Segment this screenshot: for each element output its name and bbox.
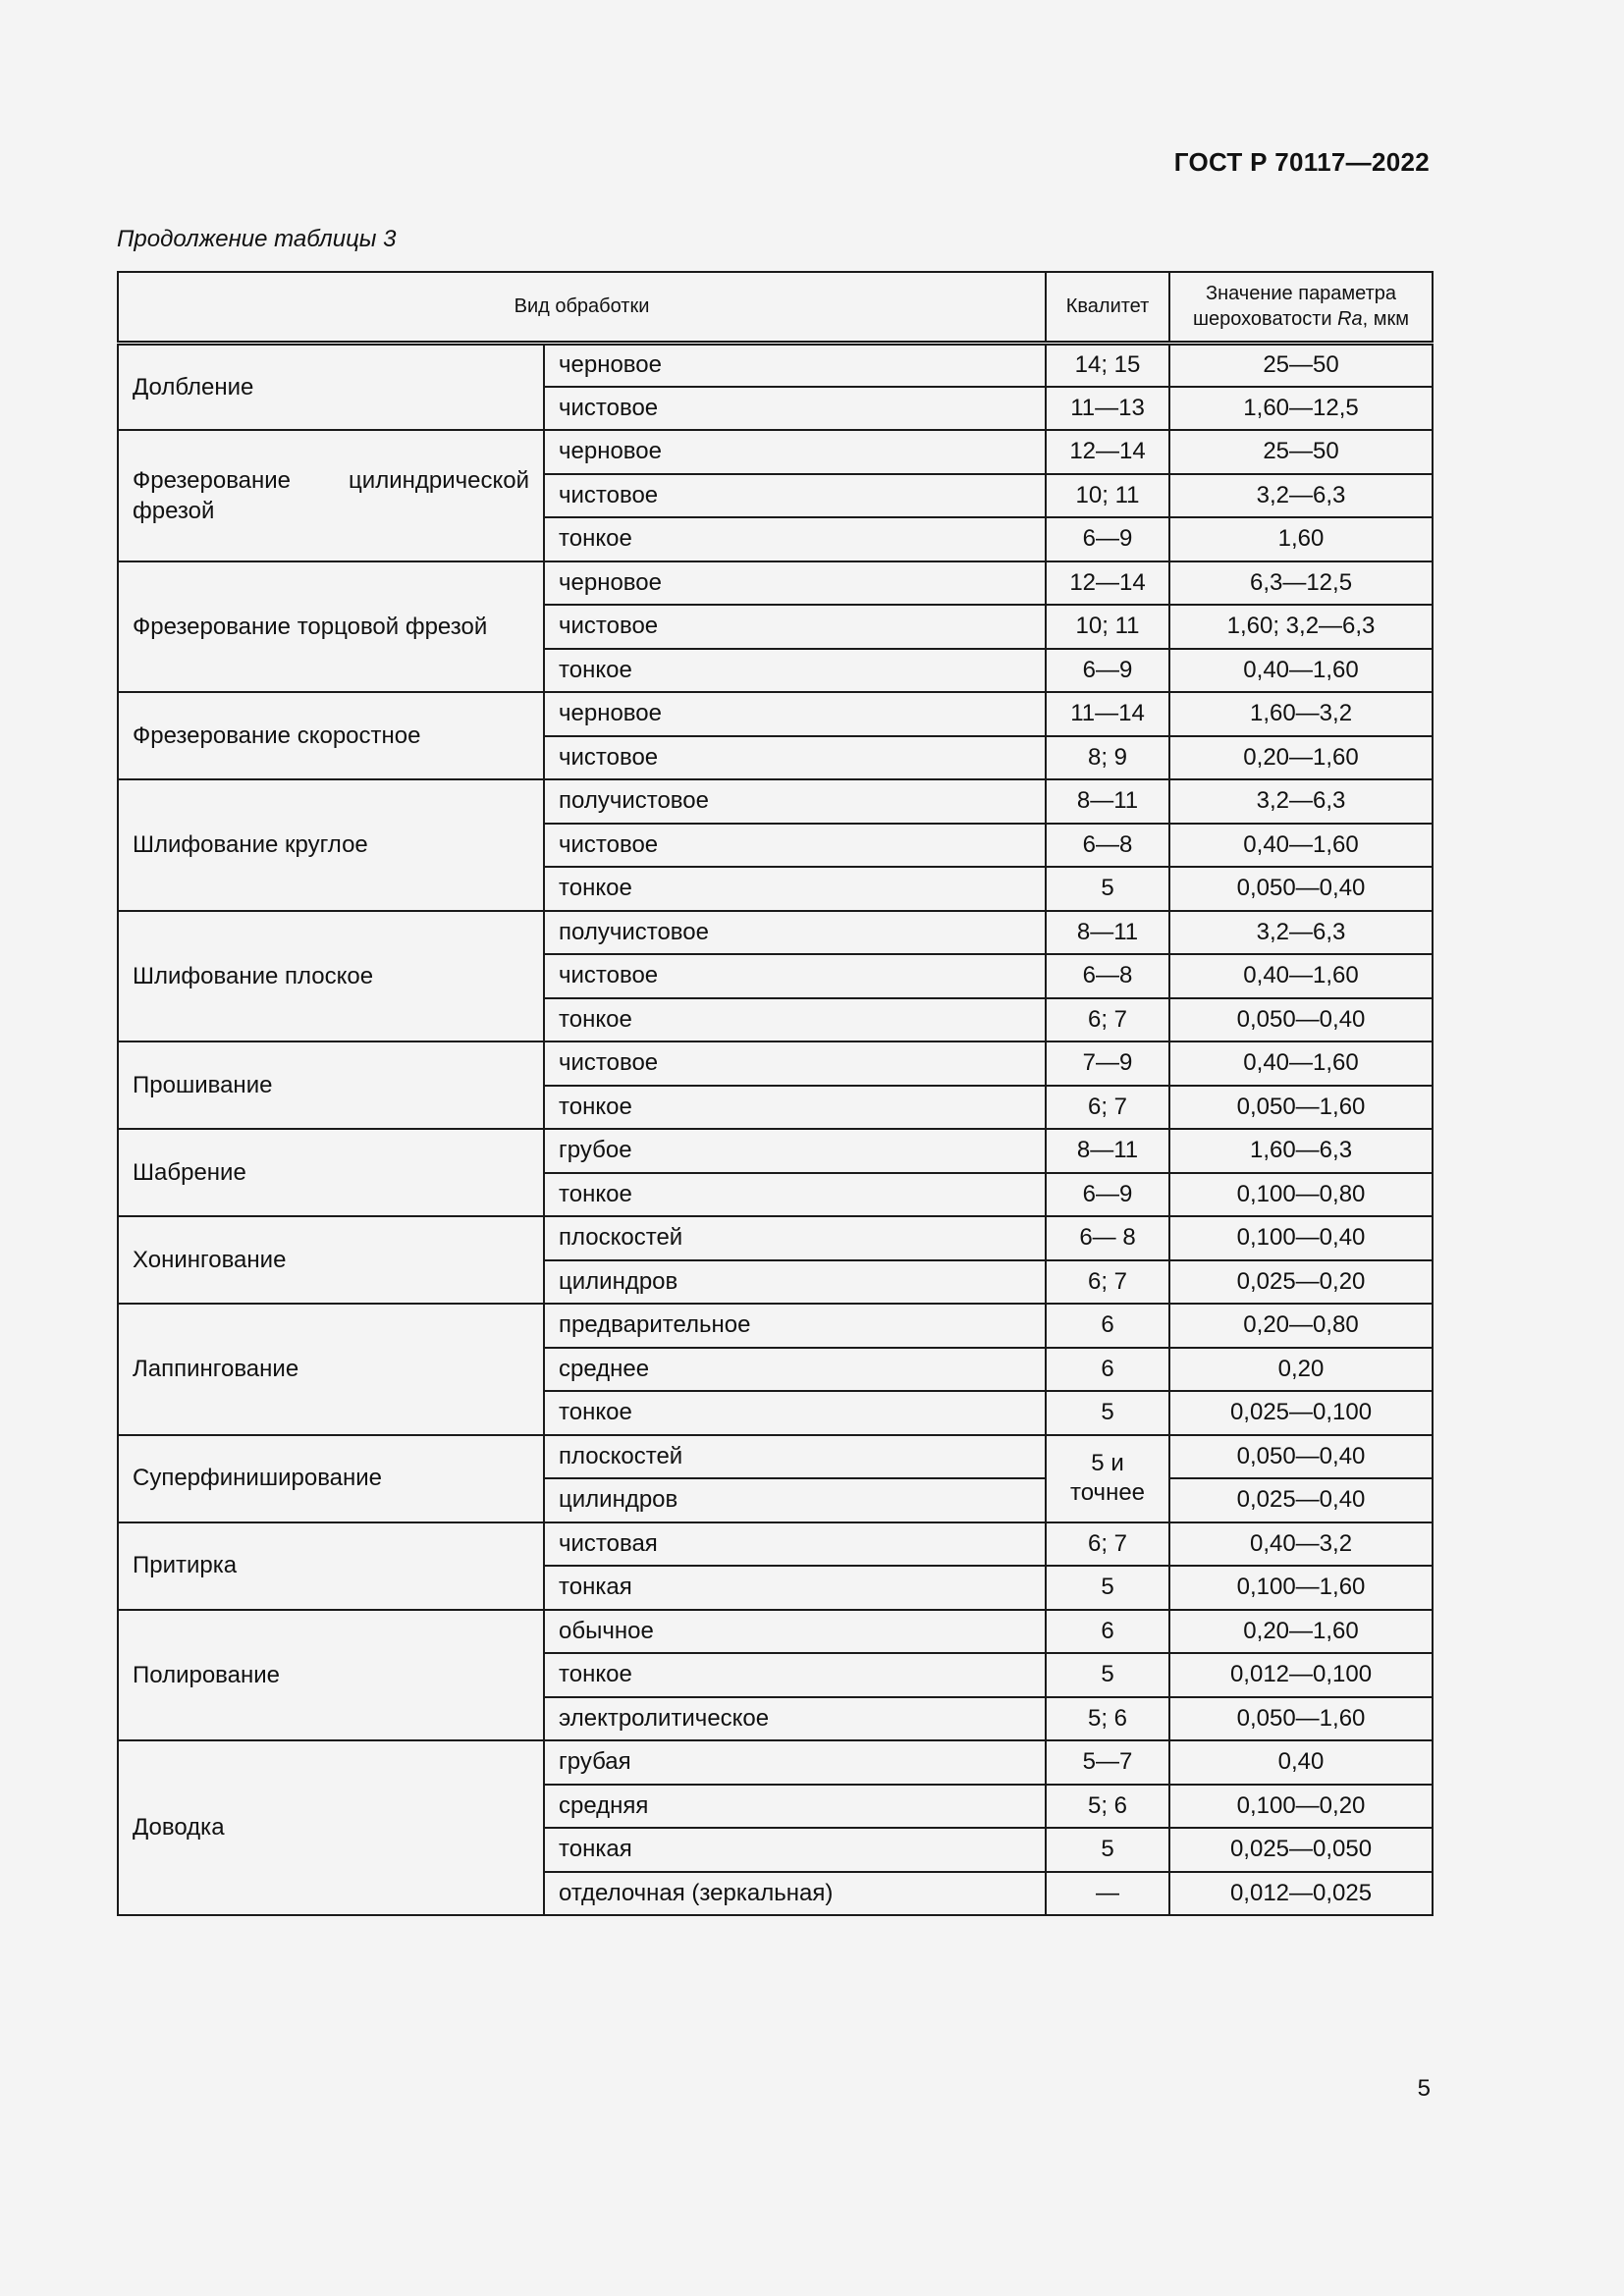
ra-cell: 0,100—0,80: [1169, 1173, 1433, 1217]
ra-cell: 3,2—6,3: [1169, 911, 1433, 955]
mode-cell: тонкое: [544, 1173, 1046, 1217]
grade-cell: 5: [1046, 1391, 1169, 1435]
table-row: [118, 1522, 1433, 1567]
grade-cell: 8—11: [1046, 911, 1169, 955]
grade-cell: [1046, 1435, 1169, 1522]
operation-cell: Хонингование: [118, 1216, 544, 1304]
ra-cell: 1,60—3,2: [1169, 692, 1433, 736]
mode-cell: чистовое: [544, 824, 1046, 868]
grade-cell: 10; 11: [1046, 474, 1169, 518]
table-row: [118, 911, 1433, 955]
mode-cell: тонкая: [544, 1566, 1046, 1610]
grade-cell: 6—8: [1046, 824, 1169, 868]
mode-cell: черновое: [544, 343, 1046, 387]
ra-cell: 25—50: [1169, 343, 1433, 387]
operation-cell: Шлифование плоское: [118, 911, 544, 1042]
ra-cell: 0,050—1,60: [1169, 1086, 1433, 1130]
ra-cell: 0,40—3,2: [1169, 1522, 1433, 1567]
grade-cell: 5: [1046, 867, 1169, 911]
mode-cell: чистовое: [544, 387, 1046, 431]
ra-cell: 0,050—0,40: [1169, 867, 1433, 911]
operation-cell: Лаппингование: [118, 1304, 544, 1435]
table-row: [118, 1216, 1433, 1260]
table-body: [118, 343, 1433, 1915]
operation-cell: Прошивание: [118, 1041, 544, 1129]
mode-cell: получистовое: [544, 911, 1046, 955]
ra-cell: 1,60: [1169, 517, 1433, 561]
ra-cell: 3,2—6,3: [1169, 474, 1433, 518]
operation-cell: Долбление: [118, 343, 544, 430]
roughness-table: [117, 271, 1434, 1916]
table-row: [118, 692, 1433, 736]
grade-cell: 8—11: [1046, 1129, 1169, 1173]
table-row: [118, 1129, 1433, 1173]
mode-cell: черновое: [544, 561, 1046, 606]
table-row: [118, 343, 1433, 387]
operation-cell: Фрезерование торцовой фрезой: [118, 561, 544, 693]
ra-cell: 0,40: [1169, 1740, 1433, 1785]
mode-cell: получистовое: [544, 779, 1046, 824]
ra-cell: 6,3—12,5: [1169, 561, 1433, 606]
document-code: ГОСТ Р 70117—2022: [1173, 147, 1430, 177]
header-ra-unit: , мкм: [1362, 308, 1410, 331]
ra-cell: 0,100—1,60: [1169, 1566, 1433, 1610]
ra-cell: 0,100—0,40: [1169, 1216, 1433, 1260]
operation-cell: Суперфиниширование: [118, 1435, 544, 1522]
grade-cell: 6; 7: [1046, 1260, 1169, 1305]
grade-cell: 12—14: [1046, 430, 1169, 474]
mode-cell: грубая: [544, 1740, 1046, 1785]
grade-cell: 12—14: [1046, 561, 1169, 606]
table-caption: Продолжение таблицы 3: [117, 226, 397, 252]
grade-cell: 5; 6: [1046, 1697, 1169, 1741]
header-processing: Вид обработки: [118, 272, 1046, 343]
grade-cell: 6— 8: [1046, 1216, 1169, 1260]
mode-cell: чистовая: [544, 1522, 1046, 1567]
mode-cell: тонкое: [544, 649, 1046, 693]
mode-cell: средняя: [544, 1785, 1046, 1829]
table-row: [118, 1610, 1433, 1654]
ra-cell: 0,100—0,20: [1169, 1785, 1433, 1829]
ra-cell: 0,20—1,60: [1169, 1610, 1433, 1654]
ra-cell: 1,60—6,3: [1169, 1129, 1433, 1173]
grade-cell: 5—7: [1046, 1740, 1169, 1785]
grade-cell: 7—9: [1046, 1041, 1169, 1086]
table-row: [118, 430, 1433, 474]
table-row: [118, 1304, 1433, 1348]
mode-cell: тонкое: [544, 1391, 1046, 1435]
page-number: 5: [1417, 2075, 1431, 2102]
ra-cell: 0,050—0,40: [1169, 998, 1433, 1042]
grade-line: 5 и: [1091, 1450, 1124, 1476]
grade-cell: 6—9: [1046, 649, 1169, 693]
ra-cell: 0,025—0,40: [1169, 1478, 1433, 1522]
grade-cell: 11—14: [1046, 692, 1169, 736]
mode-cell: плоскостей: [544, 1435, 1046, 1479]
mode-cell: тонкое: [544, 998, 1046, 1042]
mode-cell: предварительное: [544, 1304, 1046, 1348]
grade-cell: 6: [1046, 1610, 1169, 1654]
table-row: [118, 1740, 1433, 1785]
grade-cell: 10; 11: [1046, 605, 1169, 649]
operation-cell: Шабрение: [118, 1129, 544, 1216]
grade-cell: 6: [1046, 1304, 1169, 1348]
table-row: [118, 1041, 1433, 1086]
mode-cell: среднее: [544, 1348, 1046, 1392]
mode-cell: цилиндров: [544, 1478, 1046, 1522]
ra-cell: 0,050—0,40: [1169, 1435, 1433, 1479]
table-row: [118, 1435, 1433, 1479]
operation-cell: Полирование: [118, 1610, 544, 1741]
ra-cell: 0,40—1,60: [1169, 824, 1433, 868]
table-row: [118, 561, 1433, 606]
grade-cell: 5: [1046, 1653, 1169, 1697]
grade-cell: 6; 7: [1046, 1522, 1169, 1567]
table-row: [118, 779, 1433, 824]
grade-cell: 14; 15: [1046, 343, 1169, 387]
grade-cell: 5; 6: [1046, 1785, 1169, 1829]
grade-cell: 8—11: [1046, 779, 1169, 824]
operation-cell: Шлифование круглое: [118, 779, 544, 911]
mode-cell: отделочная (зеркальная): [544, 1872, 1046, 1916]
mode-cell: тонкое: [544, 517, 1046, 561]
grade-cell: 6: [1046, 1348, 1169, 1392]
ra-cell: 0,025—0,100: [1169, 1391, 1433, 1435]
mode-cell: чистовое: [544, 954, 1046, 998]
operation-cell: Притирка: [118, 1522, 544, 1610]
ra-cell: 0,025—0,20: [1169, 1260, 1433, 1305]
mode-cell: тонкая: [544, 1828, 1046, 1872]
mode-cell: чистовое: [544, 605, 1046, 649]
mode-cell: тонкое: [544, 1086, 1046, 1130]
header-ra: [1169, 272, 1433, 343]
mode-cell: цилиндров: [544, 1260, 1046, 1305]
mode-cell: плоскостей: [544, 1216, 1046, 1260]
header-ra-symbol: Ra: [1337, 308, 1363, 331]
header-ra-line2: шероховатости: [1192, 308, 1338, 331]
grade-cell: 11—13: [1046, 387, 1169, 431]
header-ra-line1: Значение параметра: [1205, 283, 1397, 305]
ra-cell: 1,60; 3,2—6,3: [1169, 605, 1433, 649]
mode-cell: обычное: [544, 1610, 1046, 1654]
ra-cell: 0,40—1,60: [1169, 649, 1433, 693]
ra-cell: 0,20—0,80: [1169, 1304, 1433, 1348]
grade-line: точнее: [1070, 1479, 1146, 1506]
mode-cell: чистовое: [544, 736, 1046, 780]
mode-cell: тонкое: [544, 867, 1046, 911]
ra-cell: 0,40—1,60: [1169, 954, 1433, 998]
ra-cell: 1,60—12,5: [1169, 387, 1433, 431]
grade-cell: 6—8: [1046, 954, 1169, 998]
mode-cell: черновое: [544, 430, 1046, 474]
operation-cell: Доводка: [118, 1740, 544, 1915]
table-header-row: [118, 272, 1433, 343]
mode-cell: чистовое: [544, 1041, 1046, 1086]
mode-cell: грубое: [544, 1129, 1046, 1173]
ra-cell: 0,012—0,100: [1169, 1653, 1433, 1697]
mode-cell: тонкое: [544, 1653, 1046, 1697]
ra-cell: 0,012—0,025: [1169, 1872, 1433, 1916]
mode-cell: черновое: [544, 692, 1046, 736]
grade-cell: 8; 9: [1046, 736, 1169, 780]
grade-cell: 5: [1046, 1828, 1169, 1872]
header-grade: Квалитет: [1046, 272, 1169, 343]
grade-cell: 6—9: [1046, 1173, 1169, 1217]
grade-cell: 6; 7: [1046, 1086, 1169, 1130]
ra-cell: 0,025—0,050: [1169, 1828, 1433, 1872]
grade-cell: 6—9: [1046, 517, 1169, 561]
ra-cell: 25—50: [1169, 430, 1433, 474]
ra-cell: 0,20—1,60: [1169, 736, 1433, 780]
grade-cell: 5: [1046, 1566, 1169, 1610]
mode-cell: электролитическое: [544, 1697, 1046, 1741]
ra-cell: 0,20: [1169, 1348, 1433, 1392]
ra-cell: 0,050—1,60: [1169, 1697, 1433, 1741]
operation-cell: Фрезерование скоростное: [118, 692, 544, 779]
ra-cell: 3,2—6,3: [1169, 779, 1433, 824]
grade-cell: —: [1046, 1872, 1169, 1916]
ra-cell: 0,40—1,60: [1169, 1041, 1433, 1086]
grade-cell: 6; 7: [1046, 998, 1169, 1042]
mode-cell: чистовое: [544, 474, 1046, 518]
operation-cell: Фрезерование цилиндрической фрезой: [118, 430, 544, 561]
